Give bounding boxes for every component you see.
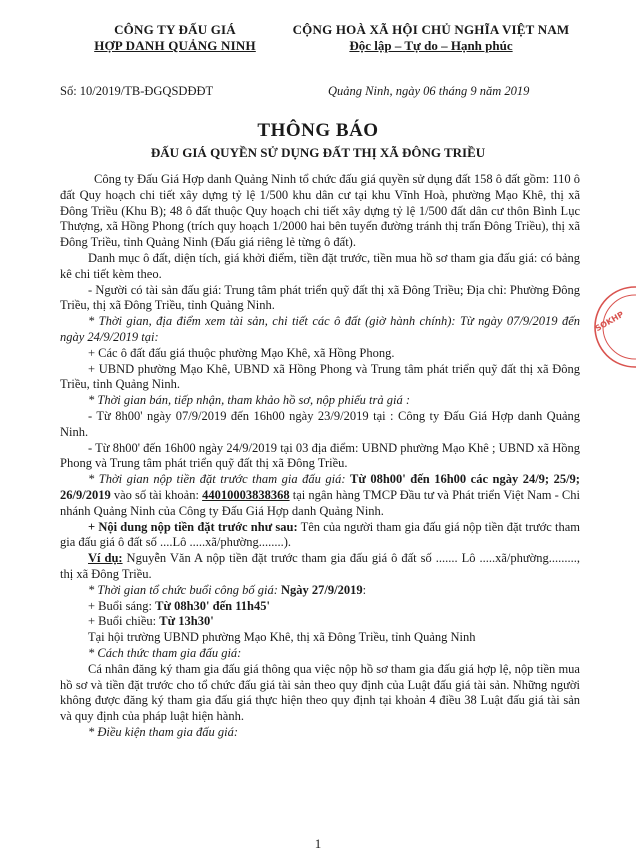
deposit-content-label: + Nội dung nộp tiền đặt trước như sau:	[88, 519, 298, 534]
red-seal-stamp	[590, 282, 636, 372]
page-number: 1	[314, 836, 322, 851]
document-subtitle: ĐẤU GIÁ QUYỀN SỬ DỤNG ĐẤT THỊ XÃ ĐÔNG TRIỀU	[150, 145, 486, 160]
paragraph-asset-owner: - Người có tài sản đấu giá: Trung tâm phát triển quỹ đất thị xã Đông Triều; Địa chỉ: Phường Đông Triều, thị xã Đông Triều, tỉnh Quảng Ninh.	[60, 282, 580, 313]
paragraph-sale-time: * Thời gian bán, tiếp nhận, tham khảo hồ sơ, nộp phiếu trả giá :	[88, 393, 411, 408]
paragraph-conditions: * Điều kiện tham gia đấu giá:	[88, 724, 238, 739]
deposit-bank: tại ngân hàng TMCP Đầu tư và Phát triển Việt Nam - Chi nhánh Quảng Ninh của Công ty Đấu Giá Hợp danh Quảng Ninh.	[60, 487, 580, 518]
issuer-name-line2: HỢP DANH QUẢNG NINH	[94, 38, 256, 53]
document-title: THÔNG BÁO	[257, 120, 379, 141]
document-body	[60, 172, 580, 741]
announce-date: Ngày 27/9/2019	[281, 582, 363, 597]
issuer-name-line1: CÔNG TY ĐẤU GIÁ	[114, 22, 236, 37]
announce-colon: :	[362, 582, 367, 597]
paragraph-viewing-place-1: + Các ô đất đấu giá thuộc phường Mạo Khê, xã Hồng Phong.	[88, 345, 395, 360]
national-title: CỘNG HOÀ XÃ HỘI CHỦ NGHĨA VIỆT NAM	[292, 22, 570, 37]
paragraph-deposit-content	[60, 520, 580, 552]
paragraph-sale-time-1: - Từ 8h00' ngày 07/9/2019 đến 16h00 ngày 23/9/2019 tại : Công ty Đấu Giá Hợp danh Quảng Ninh.	[60, 408, 580, 439]
morning-time: Từ 08h30' đến 11h45'	[155, 598, 270, 613]
afternoon-label: + Buổi chiều:	[88, 614, 160, 629]
paragraph-method: * Cách thức tham gia đấu giá:	[88, 645, 242, 660]
paragraph-method-detail: Cá nhân đăng ký tham gia đấu giá thông qua việc nộp hồ sơ tham gia đấu giá hợp lệ, nộp tiền mua hồ sơ và tiền đặt trước cho tổ chức đấu giá tài sản theo quy định của Luật đấu giá tài sản. Những người không được đăng ký tham gia đấu giá thực hiện theo quy định tại khoản 4 điều 38 Luật đấu giá tài sản và quy định của pháp luật hiện hành.	[60, 661, 580, 724]
paragraph-deposit-time	[60, 472, 580, 519]
morning-label: + Buổi sáng:	[88, 598, 156, 613]
deposit-content-text: Tên của người tham gia đấu giá nộp tiền đặt trước tham gia đấu giá ô đất số ....Lô .....xã/phường........).	[60, 519, 580, 550]
example-label: Ví dụ:	[88, 551, 123, 566]
paragraph-sale-time-2: - Từ 8h00' đến 16h00 ngày 24/9/2019 tại 03 địa điểm: UBND phường Mạo Khê ; UBND xã Hồng Phong và Trung tâm phát triển quỹ đất thị xã Đông Triều.	[60, 440, 580, 471]
paragraph-venue: Tại hội trường UBND phường Mạo Khê, thị xã Đông Triều, tỉnh Quảng Ninh	[88, 630, 476, 645]
paragraph-intro: Công ty Đấu Giá Hợp danh Quảng Ninh tổ chức đấu giá quyền sử dụng đất 158 ô đất gồm: 110 ô đất Quy hoạch chi tiết xây dựng tỷ lệ 1/500 khu dân cư tại khu Vĩnh Hoà, phường Mạo Khê, thị xã Đông Triều (Khu B); 48 ô đất thuộc Quy hoạch chi tiết xây dựng tỷ lệ 1/500 đất dân cư thôn Bình Lục Thượng, xã Hồng Phong (trích quy hoạch 1/2000 hai bên tuyến đường tránh thị trấn Đông Triều), thị xã Đông Triều, tỉnh Quảng Ninh (Đấu giá riêng lẻ từng ô đất).	[60, 172, 580, 250]
deposit-time-value: Từ 08h00' đến 16h00 các ngày 24/9; 25/9; 26/9/2019	[60, 472, 580, 502]
paragraph-viewing-time: * Thời gian, địa điểm xem tài sản, chi tiết các ô đất (giờ hành chính): Từ ngày 07/9/2019 đến ngày 24/9/2019 tại:	[60, 314, 580, 344]
document-header	[0, 22, 636, 62]
paragraph-announce-time	[60, 583, 580, 599]
paragraph-afternoon	[60, 614, 580, 630]
paragraph-morning	[60, 599, 580, 615]
afternoon-time: Từ 13h30'	[159, 614, 214, 629]
national-motto-block	[276, 22, 586, 54]
paragraph-viewing-place-2: + UBND phường Mạo Khê, UBND xã Hồng Phong và Trung tâm phát triển quỹ đất thị xã Đông Triều, tỉnh Quảng Ninh.	[60, 361, 580, 392]
document-number: Số: 10/2019/TB-ĐGQSDĐĐT	[60, 84, 214, 98]
stamp-text: SOKHP	[593, 309, 626, 334]
deposit-time-label: * Thời gian nộp tiền đặt trước tham gia đấu giá:	[88, 472, 350, 487]
paragraph-catalog: Danh mục ô đất, diện tích, giá khởi điểm, tiền đặt trước, tiền mua hồ sơ tham gia đấu giá: có bảng kê chi tiết kèm theo.	[60, 250, 580, 281]
paragraph-example	[60, 551, 580, 583]
announce-time-label: * Thời gian tổ chức buổi công bố giá:	[88, 582, 281, 597]
document-date: Quảng Ninh, ngày 06 tháng 9 năm 2019	[328, 84, 530, 98]
deposit-account-label: vào số tài khoản:	[110, 487, 203, 502]
example-text: Nguyễn Văn A nộp tiền đặt trước tham gia đấu giá ô đất số ....... Lô .....xã/phường........., thị xã Đông Triều.	[60, 551, 580, 581]
deposit-account-number: 44010003838368	[202, 487, 290, 502]
national-motto: Độc lập – Tự do – Hạnh phúc	[349, 38, 513, 53]
issuer-block	[60, 22, 290, 54]
